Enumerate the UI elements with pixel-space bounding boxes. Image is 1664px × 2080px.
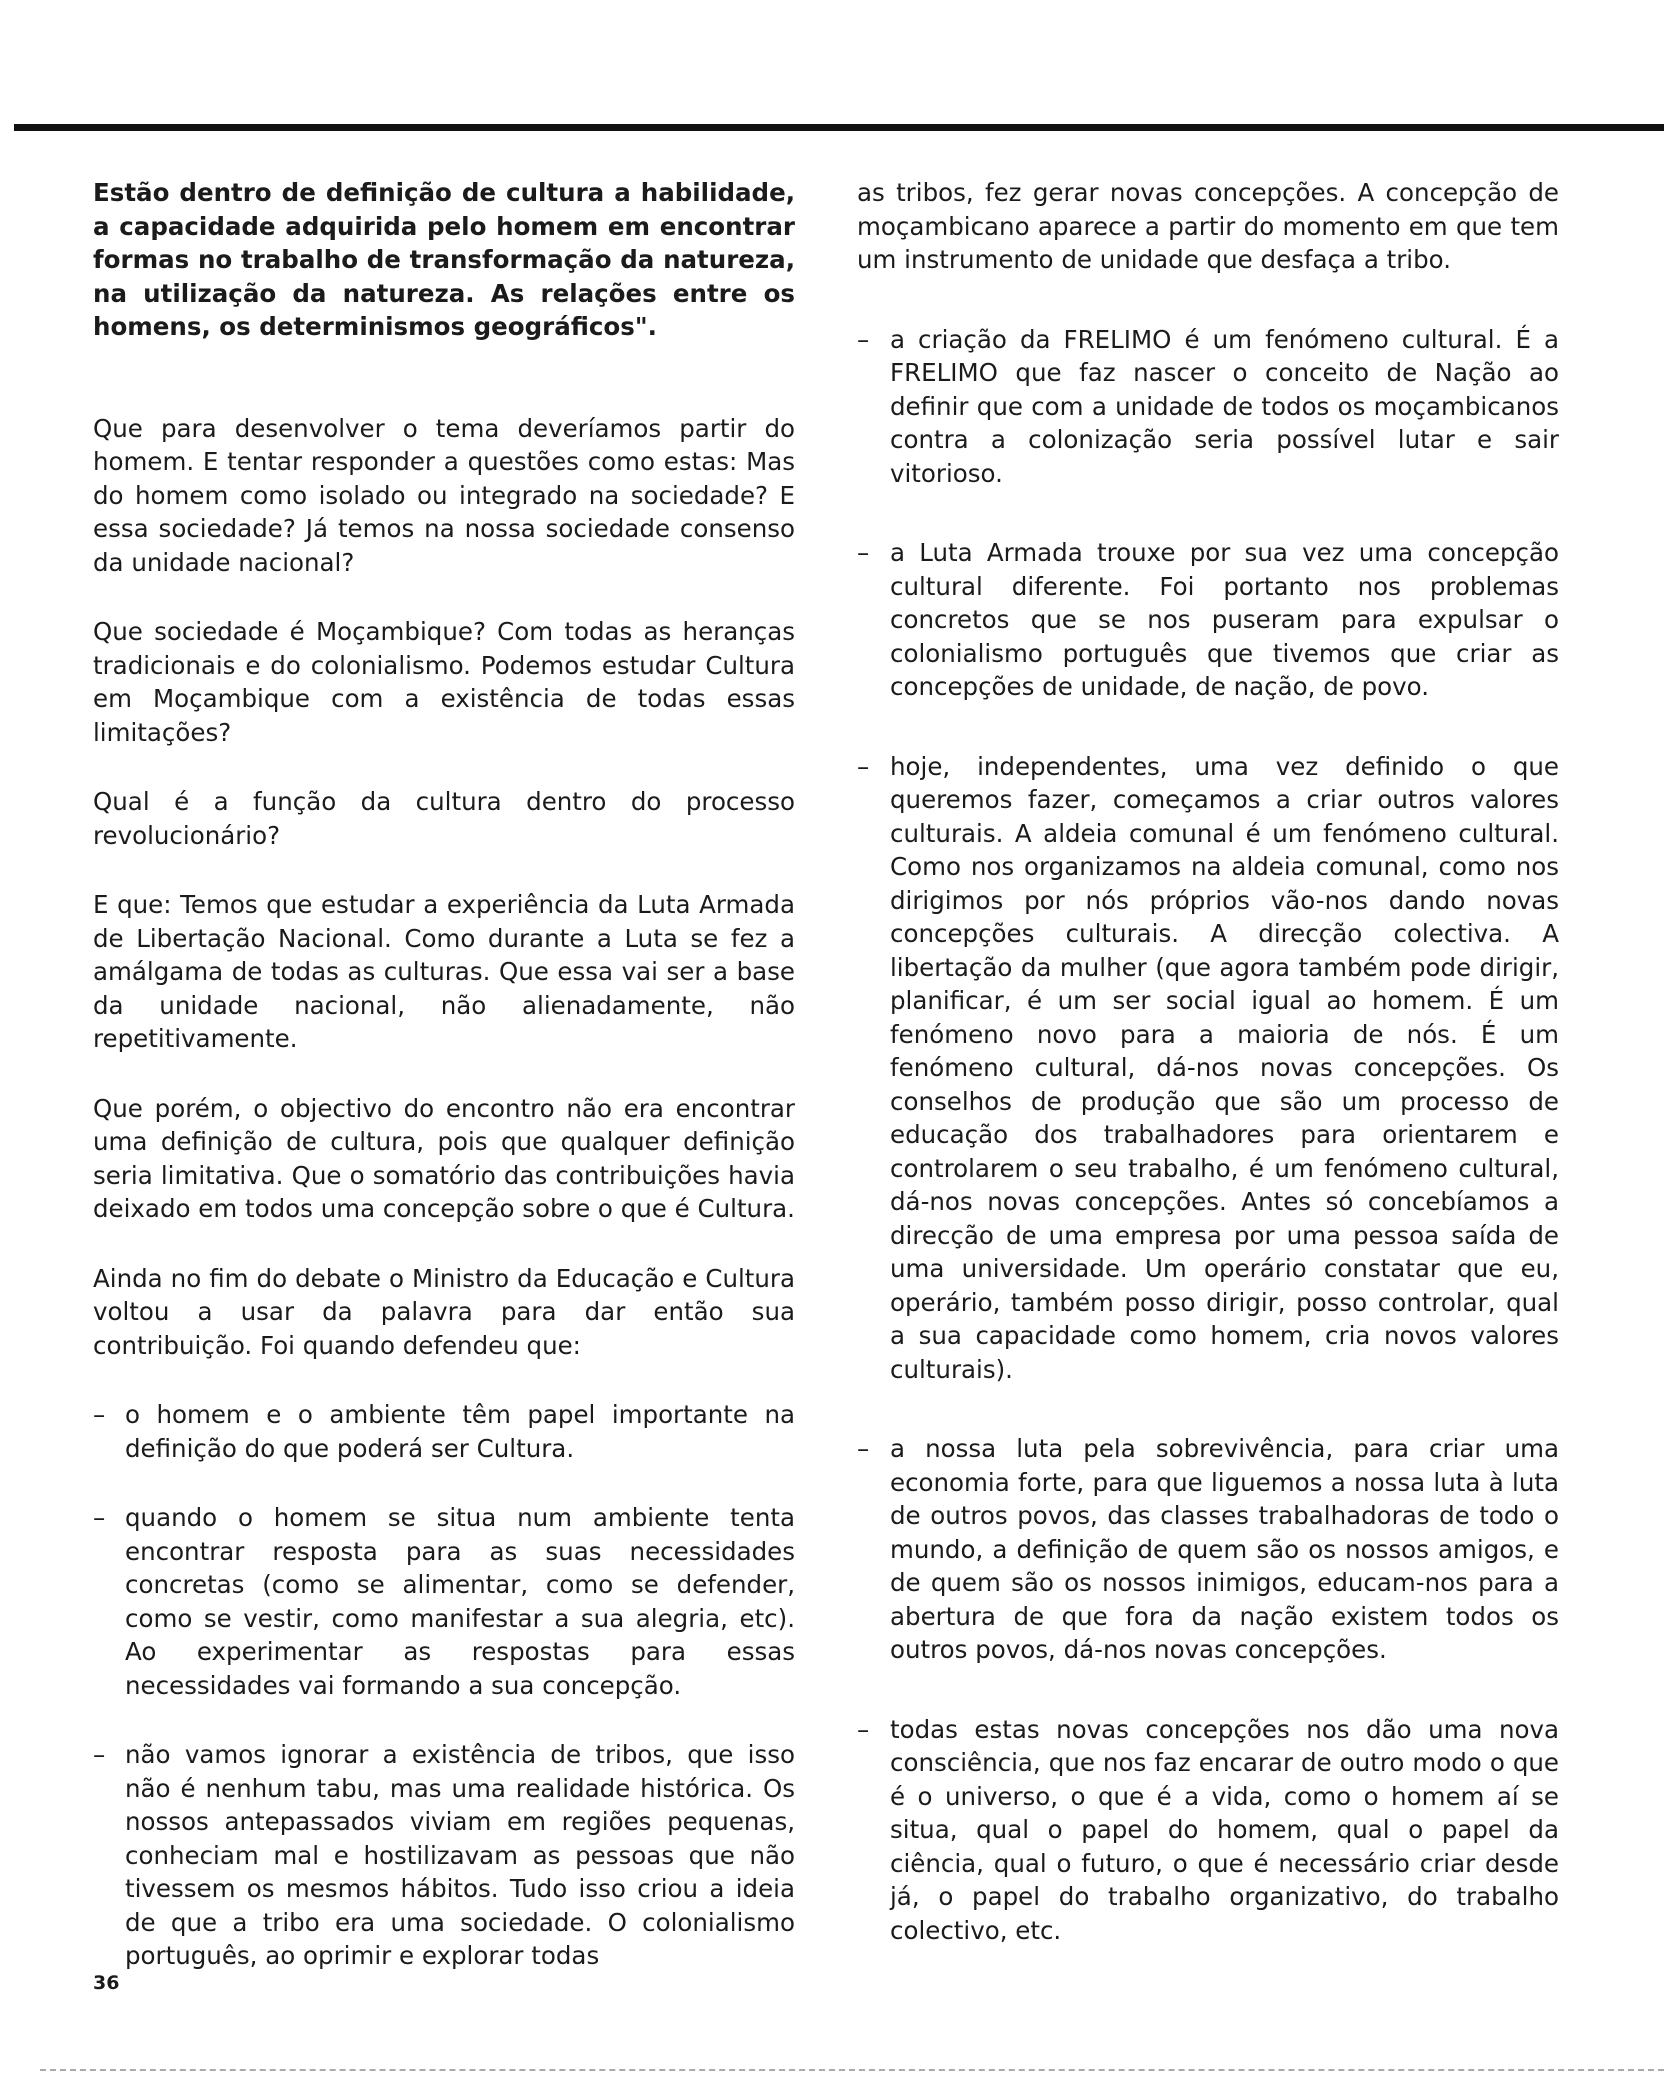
paragraph-5: Que porém, o objectivo do encontro não era encontrar uma definição de cultura, pois que qualquer definição seria limitativa. Que o somatório das contribuições havia deixado em todos uma concepção sobre o que é Cultura. (93, 1093, 795, 1223)
list-item-text: todas estas novas concepções nos dão uma nova consciência, que nos faz encarar de outro modo o que é o universo, o que é a vida, como o homem aí se situa, qual o papel do homem, qual o papel da ciência, qual o futuro, o que é necessário criar desde já, o papel do trabalho organizativo, do trabalho colectivo, etc. (890, 1714, 1559, 1945)
list-item (93, 1738, 795, 1973)
right-column (857, 176, 1559, 1983)
list-item (857, 1432, 1559, 1667)
paragraph-1: Que para desenvolver o tema deveríamos partir do homem. E tentar responder a questões como estas: Mas do homem como isolado ou integrado na sociedade? E essa sociedade? Já temos na nossa sociedade consenso da unidade nacional? (93, 413, 795, 577)
list-item (857, 1713, 1559, 1948)
intro-bold-paragraph: Estão dentro de definição de cultura a habilidade, a capacidade adquirida pelo homem em encontrar formas no trabalho de transformação da natureza, na utilização da natureza. As relações entre os homens, os determinismos geográficos". (93, 178, 795, 341)
list-item (93, 1398, 795, 1465)
dash-marker: – (857, 1434, 870, 1463)
continuation-paragraph: as tribos, fez gerar novas concepções. A concepção de moçambicano aparece a partir do momento em que tem um instrumento de unidade que desfaça a tribo. (857, 178, 1559, 274)
dash-marker: – (857, 1714, 870, 1744)
dash-marker: – (857, 324, 870, 354)
list-item-text: a Luta Armada trouxe por sua vez uma concepção cultural diferente. Foi portanto nos problemas concretos que se nos puseram para expulsar o colonialismo português que tivemos que criar as concepções de unidade, de nação, de povo. (890, 538, 1559, 701)
list-item-text: quando o homem se situa num ambiente tenta encontrar resposta para as suas necessidades concretas (como se alimentar, como se defender, como se vestir, como manifestar a sua alegria, etc). Ao experimentar as respostas para essas necessidades vai formando a sua concepção. (125, 1503, 795, 1700)
dash-marker: – (93, 1740, 106, 1769)
dash-marker: – (857, 538, 870, 567)
list-item-text: a nossa luta pela sobrevivência, para criar uma economia forte, para que liguemos a nossa luta à luta de outros povos, das classes trabalhadoras de todo o mundo, a definição de quem são os nossos amigos, e de quem são os nossos inimigos, educam-nos para a abertura de que fora da nação existem todos os outros povos, dá-nos novas concepções. (890, 1434, 1559, 1664)
list-item (857, 536, 1559, 704)
paragraph-2: Que sociedade é Moçambique? Com todas as heranças tradicionais e do colonialismo. Podemos estudar Cultura em Moçambique com a existência de todas essas limitações? (93, 617, 795, 747)
list-item-text: hoje, independentes, uma vez definido o que queremos fazer, começamos a criar outros valores culturais. A aldeia comunal é um fenómeno cultural. Como nos organizamos na aldeia comunal, como nos dirigimos por nós próprios vão-nos dando novas concepções culturais. A direcção colectiva. A libertação da mulher (que agora também pode dirigir, planificar, é um ser social igual ao homem. É um fenómeno novo para a maioria de nós. É um fenómeno cultural, dá-nos novas concepções. Os conselhos de produção que são um processo de educação dos trabalhadores para orientarem e controlarem o seu trabalho, é um fenómeno cultural, dá-nos novas concepções. Antes só concebíamos a direcção de uma empresa por uma pessoa saída de uma universidade. Um operário constatar que eu, operário, também posso dirigir, posso controlar, qual a sua capacidade como homem, cria novos valores culturais). (890, 751, 1559, 1384)
list-item-text: o homem e o ambiente têm papel importante na definição do que poderá ser Cultura. (125, 1400, 795, 1463)
left-column (93, 176, 795, 2009)
list-item (857, 323, 1559, 491)
list-item (93, 1501, 795, 1702)
list-item (857, 750, 1559, 1387)
dash-marker: – (93, 1400, 106, 1429)
paragraph-6: Ainda no fim do debate o Ministro da Educação e Cultura voltou a usar da palavra para dar então sua contribuição. Foi quando defendeu que: (93, 1263, 795, 1360)
list-item-text: não vamos ignorar a existência de tribos, que isso não é nenhum tabu, mas uma realidade histórica. Os nossos antepassados viviam em regiões pequenas, conheciam mal e hostilizavam as pessoas que não tivessem os mesmos hábitos. Tudo isso criou a ideia de que a tribo era uma sociedade. O colonialismo português, ao oprimir e explorar todas (125, 1740, 795, 1970)
paragraph-4: E que: Temos que estudar a experiência da Luta Armada de Libertação Nacional. Como durante a Luta se fez a amálgama de todas as culturas. Que essa vai ser a base da unidade nacional, não alienadamente, não repetitivamente. (93, 890, 795, 1053)
list-item-text: a criação da FRELIMO é um fenómeno cultural. É a FRELIMO que faz nascer o conceito de Nação ao definir que com a unidade de todos os moçambicanos contra a colonização seria possível lutar e sair vitorioso. (890, 324, 1559, 488)
page-number: 36 (93, 1972, 120, 1994)
bottom-dotted-rule (40, 2069, 1664, 2071)
top-rule (14, 124, 1664, 131)
dash-marker: – (93, 1503, 106, 1532)
paragraph-3: Qual é a função da cultura dentro do processo revolucionário? (93, 787, 795, 850)
dash-marker: – (857, 751, 870, 781)
